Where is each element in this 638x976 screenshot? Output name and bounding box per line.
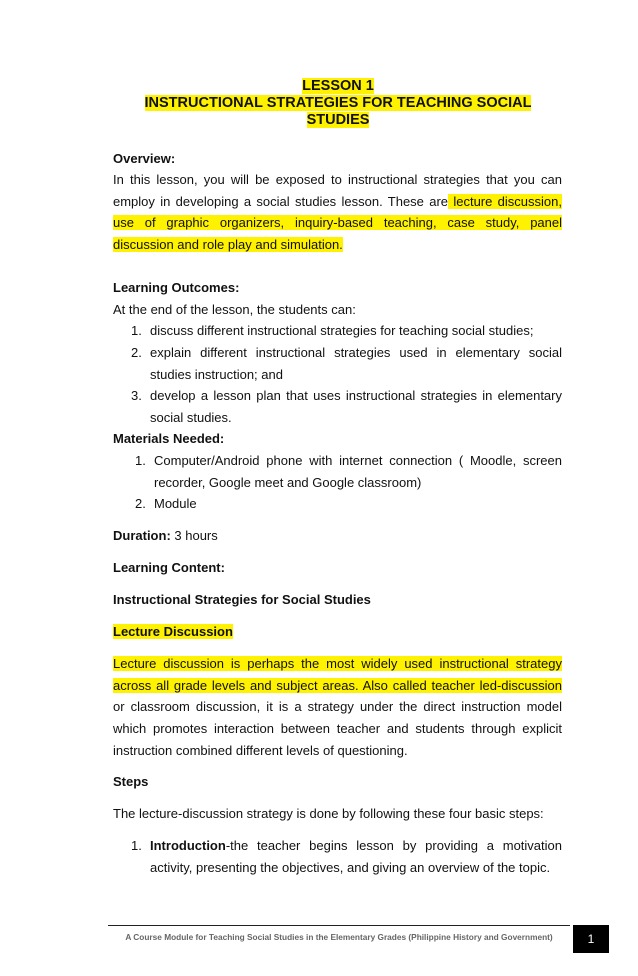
outcome-number: 2. <box>131 345 142 360</box>
material-text: Computer/Android phone with internet connection ( Moodle, screen recorder, Google meet and Google classroom) <box>154 453 562 490</box>
outcomes-intro: At the end of the lesson, the students can: <box>113 302 356 317</box>
outcome-text: explain different instructional strategies used in elementary social studies instruction; and <box>150 345 562 382</box>
lesson-title: INSTRUCTIONAL STRATEGIES FOR TEACHING SOCIAL <box>144 95 532 111</box>
material-number: 1. <box>135 453 146 468</box>
learning-content-heading: Learning Content: <box>113 560 225 575</box>
lecture-discussion-heading: Lecture Discussion <box>113 624 233 639</box>
overview-text: In this lesson, you will be exposed to instructional strategies that you can employ in developing a social studies lesson. These are lecture discussion, use of graphic organizers, inquiry-based teaching, case study, panel discussion and role play and simulation. <box>113 172 562 253</box>
footer-divider <box>108 925 570 926</box>
lecture-discussion-text: Lecture discussion is perhaps the most widely used instructional strategy across all grade levels and subject areas. Also called teacher led-discussion or classroom discussion, it is a strategy under the direct instruction model which promotes interaction between teacher and students through explicit instruction combined different levels of questioning. <box>113 656 562 758</box>
outcome-text: discuss different instructional strategies for teaching social studies; <box>150 323 534 338</box>
step-text: Introduction-the teacher begins lesson by providing a motivation activity, presenting the objectives, and giving an overview of the topic. <box>150 838 562 875</box>
outcome-text: develop a lesson plan that uses instructional strategies in elementary social studies. <box>150 388 562 425</box>
material-number: 2. <box>135 496 146 511</box>
outcome-number: 1. <box>131 323 142 338</box>
outcome-number: 3. <box>131 388 142 403</box>
footer-text: A Course Module for Teaching Social Studies in the Elementary Grades (Philippine History and Government) <box>125 932 553 942</box>
duration: Duration: 3 hours <box>113 528 218 543</box>
steps-heading: Steps <box>113 774 149 789</box>
section-heading: Instructional Strategies for Social Studies <box>113 592 371 607</box>
lesson-number: LESSON 1 <box>302 78 374 94</box>
materials-heading: Materials Needed: <box>113 431 225 446</box>
overview-heading: Overview: <box>113 151 176 166</box>
material-text: Module <box>154 496 197 511</box>
page-number: 1 <box>573 925 609 953</box>
step-number: 1. <box>131 838 142 853</box>
outcomes-heading: Learning Outcomes: <box>113 280 240 295</box>
steps-intro: The lecture-discussion strategy is done by following these four basic steps: <box>113 806 544 821</box>
lesson-title-cont: STUDIES <box>306 112 370 128</box>
